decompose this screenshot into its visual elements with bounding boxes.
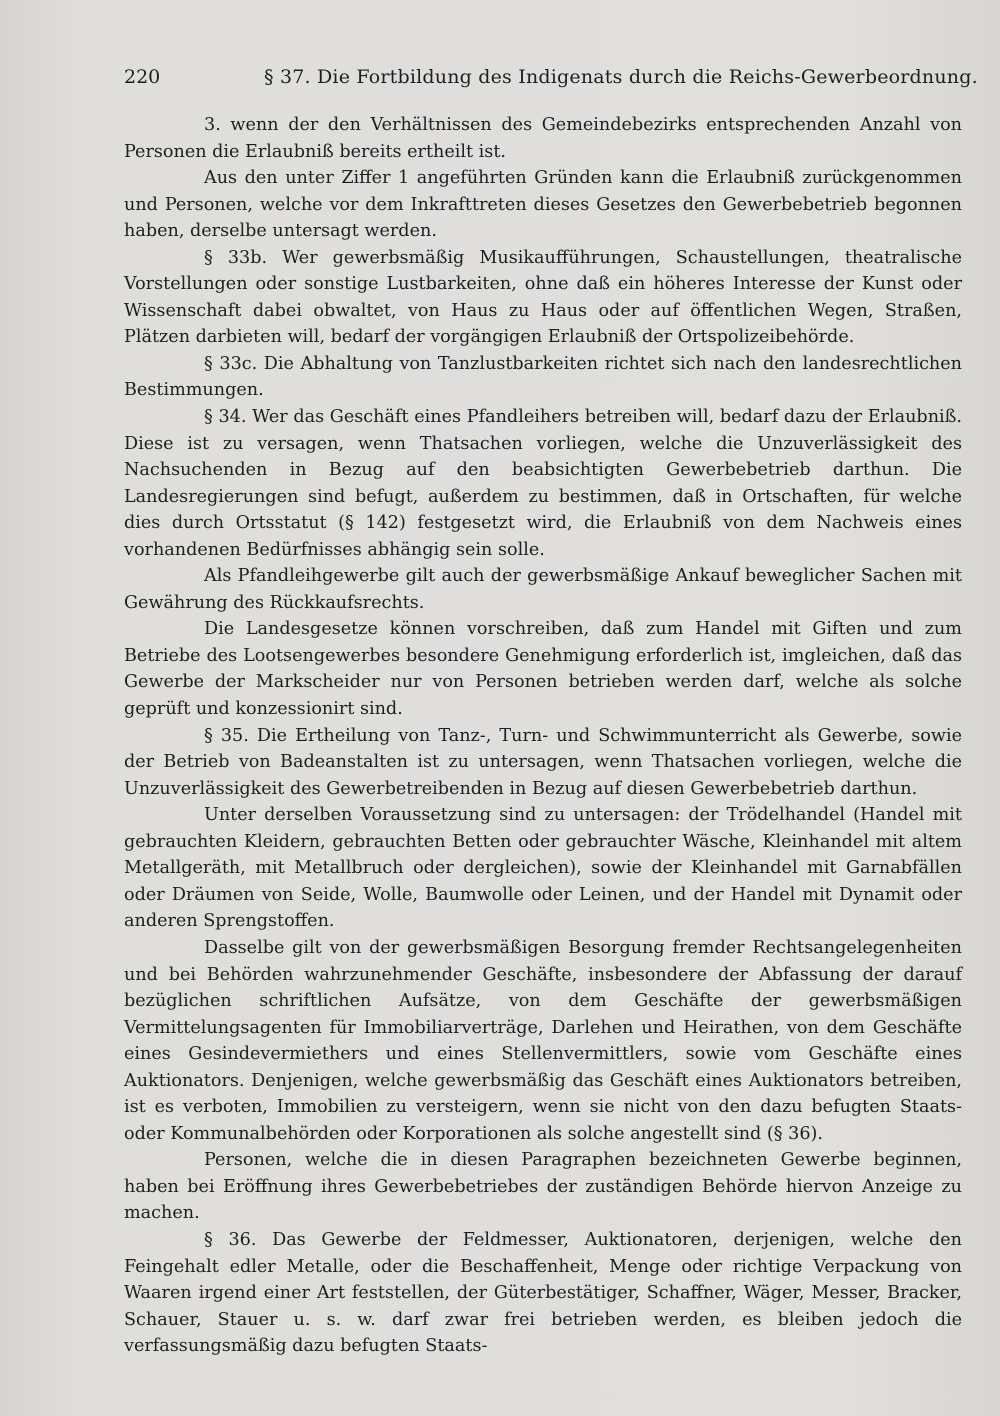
paragraph-section-33c: § 33c. Die Abhaltung von Tanzlustbarkeiten richtet sich nach den landesrechtlichen Bestimmungen.	[124, 353, 962, 401]
paragraph-anzeige: Personen, welche die in diesen Paragraphen bezeichneten Gewerbe beginnen, haben bei Eröffnung ihres Gewerbebetriebes der zuständigen Behörde hiervon Anzeige zu machen.	[124, 1150, 962, 1224]
paragraph-item-3: 3. wenn der den Verhältnissen des Gemeindebezirks entsprechenden Anzahl von Personen die Erlaubniß bereits ertheilt ist.	[124, 115, 962, 162]
paragraph-troedelhandel: Unter derselben Voraussetzung sind zu untersagen: der Trödelhandel (Handel mit gebrauchten Kleidern, gebrauchten Betten oder gebrauchter Wäsche, Kleinhandel mit altem Metallgeräth, mit Metallbruch oder dergleichen), sowie der Kleinhandel mit Garnabfällen oder Dräumen von Seide, Wolle, Baumwolle oder Leinen, und der Handel mit Dynamit oder anderen Sprengstoffen.	[124, 805, 962, 932]
paragraph-section-33b: § 33b. Wer gewerbsmäßig Musikaufführungen, Schaustellungen, theatralische Vorstellungen oder sonstige Lustbarkeiten, ohne daß ein höheres Interesse der Kunst oder Wissenschaft dabei obwaltet, von Haus zu Haus oder auf öffentlichen Wegen, Straßen, Plätzen darbieten will, bedarf der vorgängigen Erlaubniß der Ortspolizeibehörde.	[124, 247, 962, 348]
paragraph-revocation: Aus den unter Ziffer 1 angeführten Gründen kann die Erlaubniß zurückgenommen und Personen, welche vor dem Inkrafttreten dieses Gesetzes den Gewerbebetrieb begonnen haben, derselbe untersagt werden.	[124, 168, 962, 242]
page-number: 220	[124, 66, 161, 88]
paragraph-section-35: § 35. Die Ertheilung von Tanz-, Turn- und Schwimmunterricht als Gewerbe, sowie der Betrieb von Badeanstalten ist zu untersagen, wenn Thatsachen vorliegen, welche die Unzuverlässigkeit des Gewerbetreibenden in Bezug auf diesen Gewerbebetrieb darthun.	[124, 725, 962, 799]
paragraph-rechtsangelegenheiten: Dasselbe gilt von der gewerbsmäßigen Besorgung fremder Rechtsangelegenheiten und bei Behörden wahrzunehmender Geschäfte, insbesondere der Abfassung der darauf bezüglichen schriftlichen Aufsätze, von dem Geschäfte der gewerbsmäßigen Vermittelungsagenten für Immobiliarverträge, Darlehen und Heirathen, von dem Geschäfte eines Gesindevermiethers und eines Stellenvermittlers, sowie vom Geschäfte eines Auktionators. Denjenigen, welche gewerbsmäßig das Geschäft eines Auktionators betreiben, ist es verboten, Immobilien zu versteigern, wenn sie nicht von den dazu befugten Staats- oder Kommunalbehörden oder Korporationen als solche angestellt sind (§ 36).	[124, 937, 962, 1144]
paragraph-section-34: § 34. Wer das Geschäft eines Pfandleihers betreiben will, bedarf dazu der Erlaubniß. Diese ist zu versagen, wenn Thatsachen vorliegen, welche die Unzuverlässigkeit des Nachsuchenden in Bezug auf den beabsichtigten Gewerbebetrieb darthun. Die Landesregierungen sind befugt, außerdem zu bestimmen, daß in Ortschaften, für welche dies durch Ortsstatut (§ 142) festgesetzt wird, die Erlaubniß von dem Nachweis eines vorhandenen Bedürfnisses abhängig sein solle.	[124, 407, 962, 560]
page-header	[124, 62, 978, 92]
paragraph-landesgesetze: Die Landesgesetze können vorschreiben, daß zum Handel mit Giften und zum Betriebe des Lootsengewerbes besondere Genehmigung erforderlich ist, imgleichen, daß das Gewerbe der Markscheider nur von Personen betrieben werden darf, welche als solche geprüft und konzessionirt sind.	[124, 619, 962, 720]
body-text	[124, 112, 962, 1360]
paragraph-pfandleihgewerbe: Als Pfandleihgewerbe gilt auch der gewerbsmäßige Ankauf beweglicher Sachen mit Gewährung des Rückkaufsrechts.	[124, 566, 962, 613]
running-head: § 37. Die Fortbildung des Indigenats durch die Reichs-Gewerbeordnung.	[264, 66, 978, 88]
paragraph-section-36: § 36. Das Gewerbe der Feldmesser, Auktionatoren, derjenigen, welche den Feingehalt edler Metalle, oder die Beschaffenheit, Menge oder richtige Verpackung von Waaren irgend einer Art feststellen, der Güterbestätiger, Schaffner, Wäger, Messer, Bracker, Schauer, Stauer u. s. w. darf zwar frei betrieben werden, es bleiben jedoch die verfassungsmäßig dazu befugten Staats-	[124, 1229, 962, 1357]
